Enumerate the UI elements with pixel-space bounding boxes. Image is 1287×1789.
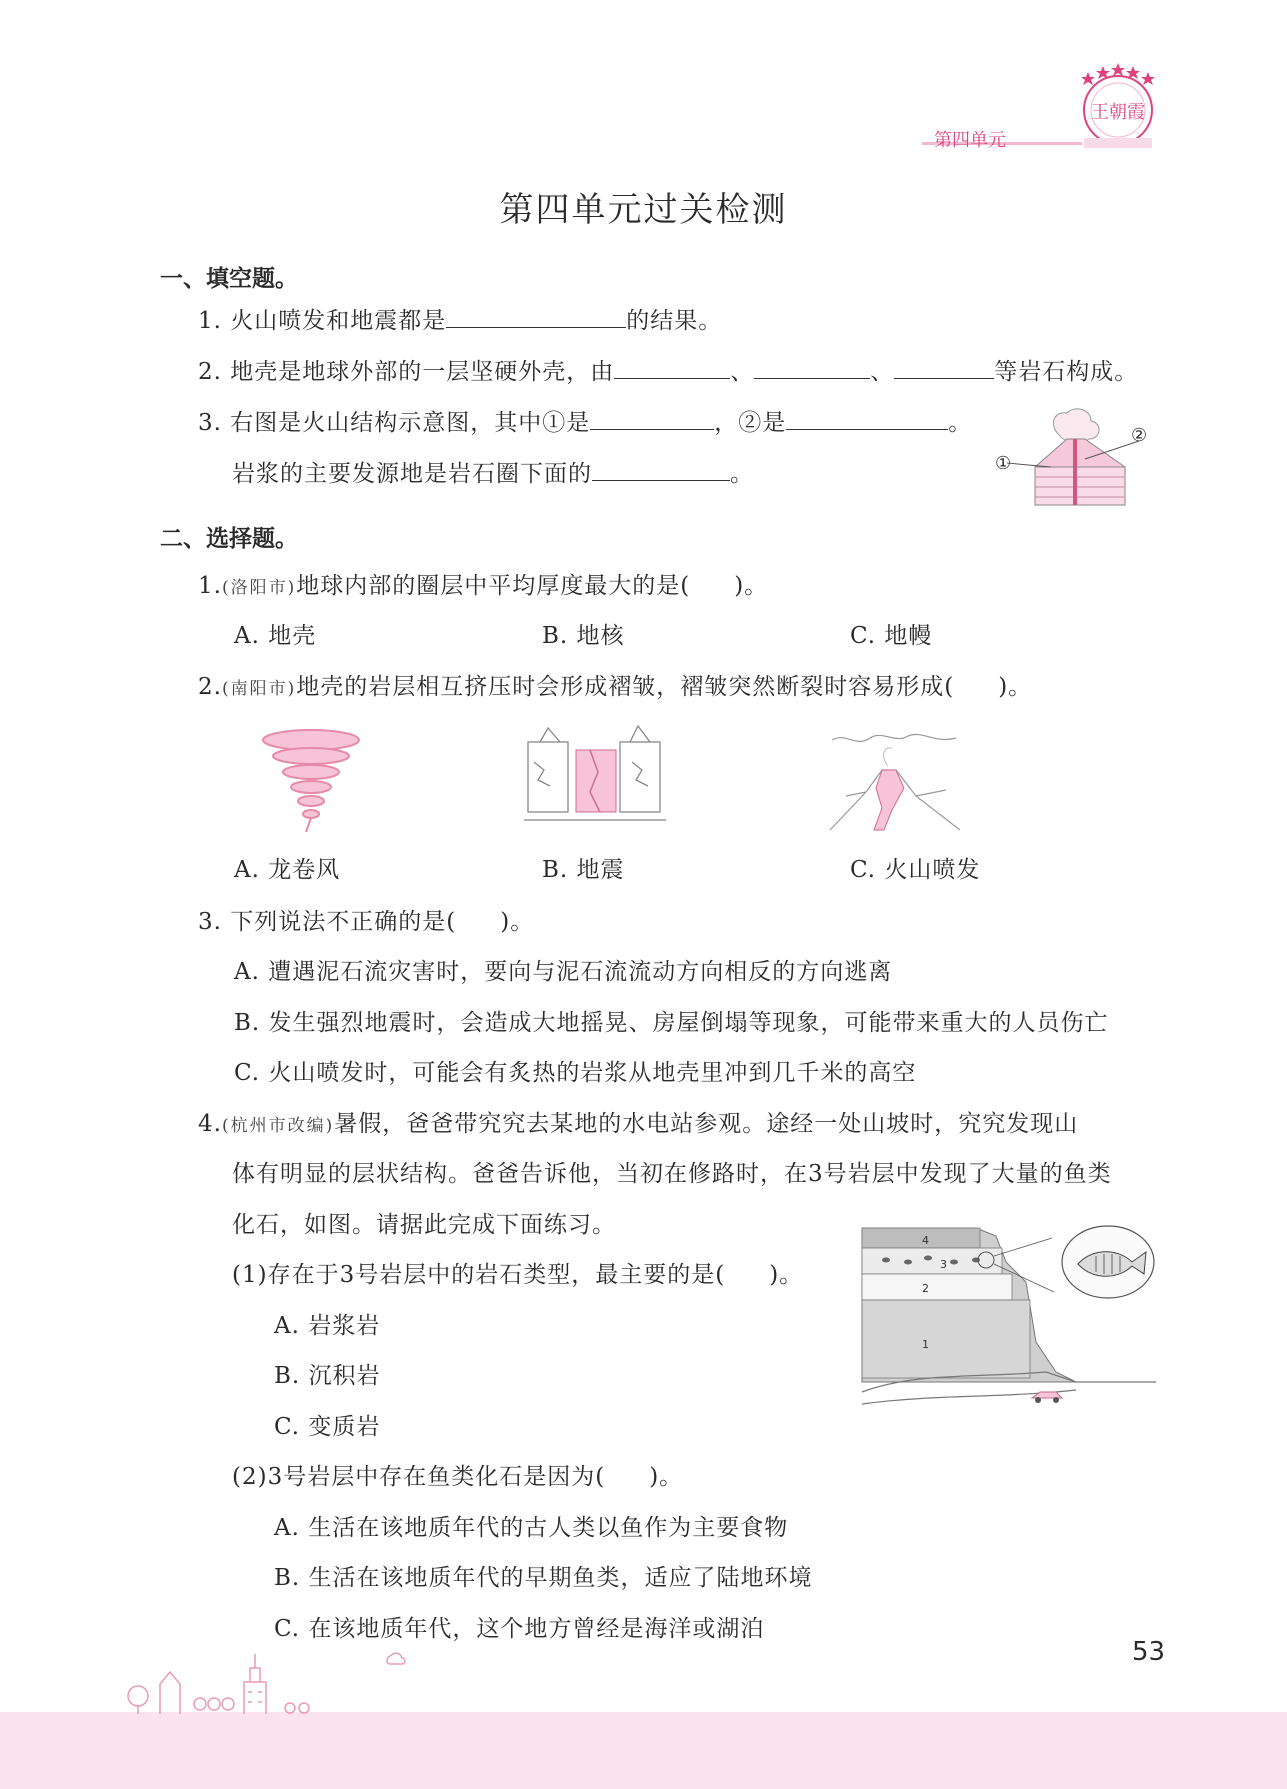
s2-q2-option-c: C. 火山喷发 <box>850 857 981 883</box>
s2-q4-num: 4. <box>198 1111 222 1137</box>
s2-q1-close: )。 <box>734 573 769 599</box>
page-number: 53 <box>1132 1637 1166 1667</box>
s2-q3-close: )。 <box>500 909 535 935</box>
s1-q1 <box>198 305 722 337</box>
footer-town-decoration <box>120 1646 420 1716</box>
s1-q3-text: 3. 右图是火山结构示意图，其中①是 <box>198 410 591 436</box>
s1-q2-blank-2[interactable] <box>754 356 870 379</box>
s2-q4-sub1-option-b: B. 沉积岩 <box>274 1363 381 1389</box>
s2-q1-source: (洛阳市) <box>221 578 297 598</box>
s2-q1-option-c: C. 地幔 <box>850 623 933 649</box>
s2-q2-option-b: B. 地震 <box>542 857 625 883</box>
s2-q4-sub1-option-a: A. 岩浆岩 <box>274 1313 381 1339</box>
layer-label-2: 2 <box>922 1282 929 1295</box>
s2-q4-sub1 <box>232 1259 803 1291</box>
s2-q4-sub1-close: )。 <box>769 1262 804 1288</box>
section-2-heading: 二、选择题。 <box>160 526 298 552</box>
s2-q1-num: 1. <box>198 573 222 599</box>
s2-q2-close: )。 <box>998 674 1033 700</box>
s2-q4-sub2-option-b: B. 生活在该地质年代的早期鱼类，适应了陆地环境 <box>274 1565 813 1591</box>
s2-q4-source: (杭州市改编) <box>221 1116 335 1136</box>
s1-q2-blank-3[interactable] <box>894 356 994 379</box>
s1-q3-blank-2[interactable] <box>786 407 948 430</box>
s1-q3-after: 。 <box>948 410 973 436</box>
layer-label-3: 3 <box>940 1258 947 1271</box>
s2-q2-text: 地壳的岩层相互挤压时会形成褶皱，褶皱突然断裂时容易形成( <box>296 674 955 700</box>
s2-q4-sub1-option-c: C. 变质岩 <box>274 1414 381 1440</box>
s1-q3-line2 <box>232 458 754 490</box>
s2-q3 <box>198 906 534 938</box>
s2-q1-option-b: B. 地核 <box>542 623 625 649</box>
s2-q1-option-a: A. 地壳 <box>234 623 317 649</box>
page-title: 第四单元过关检测 <box>499 190 788 230</box>
logo-text: 王朝霞 <box>1091 102 1145 123</box>
s1-q2 <box>198 356 1138 388</box>
publisher-logo <box>1068 62 1168 154</box>
s1-q1-text: 1. 火山喷发和地震都是 <box>198 308 447 334</box>
s2-q4-sub2 <box>232 1461 683 1493</box>
s1-q3 <box>198 407 972 439</box>
s2-q2 <box>198 671 1032 705</box>
volcano-label-1: ① <box>995 453 1012 474</box>
s1-q2-blank-1[interactable] <box>614 356 730 379</box>
volcano-structure-figure <box>995 405 1155 517</box>
s2-q4-sub2-close: )。 <box>649 1464 684 1490</box>
s1-q3-blank-1[interactable] <box>590 407 714 430</box>
volcano-image <box>826 730 964 834</box>
s1-q3-blank-3[interactable] <box>592 458 730 481</box>
unit-label: 第四单元 <box>934 130 1006 151</box>
s2-q4-text-1: 暑假，爸爸带究究去某地的水电站参观。途经一处山坡时，究究发现山 <box>334 1111 1079 1137</box>
s1-q2-sep2: 、 <box>870 359 895 385</box>
layer-label-1: 1 <box>922 1338 929 1351</box>
s2-q2-num: 2. <box>198 674 222 700</box>
s2-q4-sub1-text: (1)存在于3号岩层中的岩石类型，最主要的是( <box>232 1262 726 1288</box>
s2-q4-sub2-option-a: A. 生活在该地质年代的古人类以鱼作为主要食物 <box>274 1515 789 1541</box>
section-1-heading: 一、填空题。 <box>160 266 298 292</box>
layer-label-4: 4 <box>922 1234 929 1247</box>
rock-strata-figure <box>856 1222 1158 1424</box>
s2-q4-sub2-option-c: C. 在该地质年代，这个地方曾经是海洋或湖泊 <box>274 1616 765 1642</box>
footer-band <box>0 1712 1287 1789</box>
s2-q4-line2: 体有明显的层状结构。爸爸告诉他，当初在修路时，在3号岩层中发现了大量的鱼类 <box>232 1161 1112 1187</box>
s1-q3-line2-text: 岩浆的主要发源地是岩石圈下面的 <box>232 461 592 487</box>
s2-q1-text: 地球内部的圈层中平均厚度最大的是( <box>296 573 691 599</box>
s2-q4-sub2-text: (2)3号岩层中存在鱼类化石是因为( <box>232 1464 606 1490</box>
s2-q3-option-c: C. 火山喷发时，可能会有炙热的岩浆从地壳里冲到几千米的高空 <box>234 1060 917 1086</box>
earthquake-image <box>520 722 670 834</box>
volcano-label-2: ② <box>1131 425 1148 446</box>
s1-q3-line2-after: 。 <box>730 461 754 487</box>
s2-q3-option-b: B. 发生强烈地震时，会造成大地摇晃、房屋倒塌等现象，可能带来重大的人员伤亡 <box>234 1010 1109 1036</box>
s2-q2-option-a: A. 龙卷风 <box>234 857 341 883</box>
s1-q1-after: 的结果。 <box>626 308 723 334</box>
s2-q1 <box>198 570 768 604</box>
s2-q4-line3: 化石，如图。请据此完成下面练习。 <box>232 1212 616 1238</box>
tornado-image <box>256 724 366 834</box>
s1-q2-after: 等岩石构成。 <box>994 359 1139 385</box>
s1-q2-sep1: 、 <box>730 359 755 385</box>
s2-q2-source: (南阳市) <box>221 679 297 699</box>
s2-q4-line1 <box>198 1108 1078 1142</box>
s1-q3-mid: ，②是 <box>714 410 787 436</box>
s1-q2-text: 2. 地壳是地球外部的一层坚硬外壳，由 <box>198 359 615 385</box>
s2-q3-option-a: A. 遭遇泥石流灾害时，要向与泥石流流动方向相反的方向逃离 <box>234 959 893 985</box>
s1-q1-blank[interactable] <box>446 305 626 328</box>
s2-q3-text: 3. 下列说法不正确的是( <box>198 909 457 935</box>
